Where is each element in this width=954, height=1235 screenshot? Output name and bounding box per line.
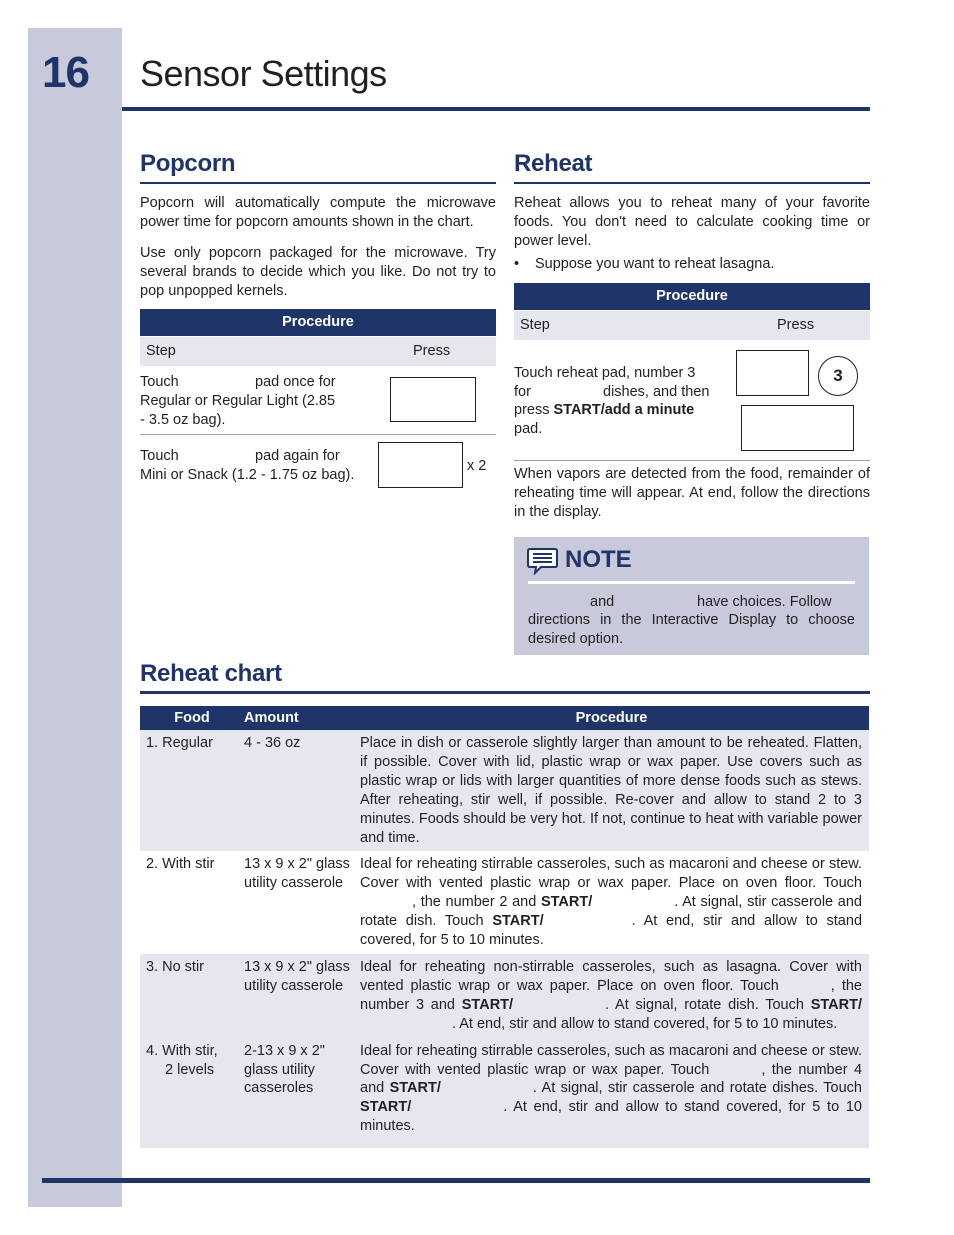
popcorn-instructions: Use only popcorn packaged for the microwave. Try several brands to decide which you like. Do not try to pop unpopped kernels.	[140, 245, 496, 299]
start-key-label: START/	[461, 996, 514, 1013]
chart-header-procedure: Procedure	[354, 706, 869, 730]
reheat-step-line1: Touch reheat pad, number 3	[514, 365, 696, 381]
table-row	[140, 954, 869, 1038]
reheat-heading-rule	[514, 182, 870, 184]
procedure-text: , the number 2 and	[412, 894, 537, 911]
reheat-step-line4: pad.	[514, 421, 543, 437]
popcorn-step2-line2: Mini or Snack (1.2 - 1.75 oz bag).	[140, 467, 355, 483]
food-cell: 1. Regular	[140, 730, 244, 851]
procedure-text: . At end, stir and allow to stand covered, for 5 to 10 minutes.	[452, 1015, 838, 1032]
popcorn-pad-key-2	[378, 442, 463, 488]
page-number: 16	[42, 48, 89, 97]
popcorn-press-label: Press	[413, 343, 451, 359]
reheat-start-add-minute: START/add a minute	[553, 402, 695, 418]
procedure-cell	[354, 954, 869, 1038]
food-name: 2 levels	[165, 1061, 215, 1078]
amount-cell: 4 - 36 oz	[244, 730, 354, 851]
procedure-text: , the number 4 and	[360, 1061, 863, 1097]
reheat-bullet-dot: •	[514, 256, 520, 272]
footer-divider	[42, 1178, 870, 1183]
reheat-step-line2a: for	[514, 384, 531, 400]
popcorn-heading-rule	[140, 182, 496, 184]
number-3-key: 3	[818, 356, 858, 396]
food-cell: 2. With stir	[146, 856, 215, 873]
procedure-cell	[354, 1038, 869, 1149]
start-key-label: START/	[492, 913, 544, 930]
popcorn-step1-line3: - 3.5 oz bag).	[140, 412, 226, 428]
procedure-text: . At signal, stir casserole and rotate dish. Touch	[360, 894, 862, 930]
note-title: NOTE	[565, 546, 632, 573]
page-sidebar	[28, 28, 122, 1207]
procedure-text: Ideal for reheating non-stirrable casseroles, such as lasagna. Cover with vented plastic wrap or wax paper. Place on oven floor. Touch	[360, 958, 862, 994]
popcorn-step2-tail: pad again for	[255, 448, 340, 464]
page-title: Sensor Settings	[140, 53, 387, 94]
procedure-text: . At signal, stir casserole and rotate dishes. Touch	[532, 1080, 862, 1097]
reheat-step-label: Step	[520, 317, 550, 333]
popcorn-times-two: x 2	[467, 458, 487, 474]
reheat-heading: Reheat	[514, 150, 593, 177]
popcorn-step1-word: Touch	[140, 374, 179, 390]
amount-cell: 13 x 9 x 2" glass utility casserole	[244, 954, 354, 1038]
reheat-bullet-text: Suppose you want to reheat lasagna.	[535, 256, 775, 272]
note-line2: directions in the Interactive Display to choose desired option.	[528, 612, 855, 647]
table-row	[140, 851, 869, 954]
popcorn-step-label: Step	[146, 343, 176, 359]
reheat-after-text: When vapors are detected from the food, remainder of reheating time will appear. At end, follow the directions in the display.	[514, 466, 870, 520]
procedure-text: . At signal, rotate dish. Touch	[605, 996, 804, 1013]
note-divider	[528, 581, 855, 584]
note-and: and	[590, 594, 615, 610]
procedure-text: , the number 3 and	[360, 977, 862, 1013]
start-key-label: START/	[810, 996, 862, 1013]
popcorn-pad-key	[390, 377, 476, 422]
amount-cell: 13 x 9 x 2" glass utility casserole	[244, 856, 350, 892]
reheat-procedure-header: Procedure	[514, 283, 870, 310]
table-row	[140, 1038, 869, 1149]
reheat-chart-heading-rule	[140, 691, 870, 694]
reheat-chart-table	[140, 706, 869, 1148]
popcorn-step1-tail: pad once for	[255, 374, 336, 390]
popcorn-procedure-header: Procedure	[140, 309, 496, 336]
start-add-minute-key	[741, 405, 854, 451]
table-row	[140, 730, 869, 851]
popcorn-heading: Popcorn	[140, 150, 236, 177]
food-cell: 3. No stir	[140, 954, 244, 1038]
start-key-label: START/	[540, 894, 593, 911]
reheat-step-press-word: press	[514, 402, 550, 418]
reheat-pad-key	[736, 350, 809, 396]
reheat-step-line2b: dishes, and then	[603, 384, 710, 400]
food-name: 4. With stir,	[146, 1042, 218, 1059]
reheat-step-line3	[514, 401, 694, 420]
reheat-intro: Reheat allows you to reheat many of your favorite foods. You don't need to calculate cooking time or power level.	[514, 195, 870, 249]
procedure-text: . At end, stir and allow to stand covered, for 5 to 10 minutes.	[360, 913, 863, 949]
popcorn-step2-word: Touch	[140, 448, 179, 464]
start-key-label: START/	[389, 1080, 441, 1097]
chart-header-amount: Amount	[244, 706, 354, 730]
reheat-step-header-row	[514, 311, 870, 340]
reheat-procedure-divider	[514, 460, 870, 461]
popcorn-step-header-row	[140, 337, 496, 366]
procedure-text: Ideal for reheating stirrable casseroles, such as macaroni and cheese or stew. Cover with vented plastic wrap or wax paper. Place on oven floor. Touch	[360, 856, 862, 892]
procedure-cell	[354, 851, 869, 954]
popcorn-row-divider	[140, 434, 496, 435]
food-cell	[140, 1038, 244, 1149]
chart-header-food: Food	[140, 706, 244, 730]
amount-cell: 2-13 x 9 x 2" glass utility casseroles	[244, 1038, 354, 1149]
popcorn-intro: Popcorn will automatically compute the microwave power time for popcorn amounts shown in the chart.	[140, 195, 496, 230]
procedure-cell: Place in dish or casserole slightly larger than amount to be reheated. Flatten, if possible. Cover with lid, plastic wrap or wax paper. Use covers such as plastic wrap or lids with larger quantities of more dense foods such as stews. After reheating, stir well, if possible. Re-cover and allow to stand 2 to 3 minutes. Foods should be very hot. If not, continue to heat with variable power and time.	[354, 730, 869, 851]
header-divider	[122, 107, 870, 111]
procedure-text: Ideal for reheating stirrable casseroles, such as macaroni and cheese or stew. Cover with vented plastic wrap or wax paper. Touch	[360, 1042, 862, 1078]
note-line1-rest: have choices. Follow	[697, 594, 832, 610]
chart-header-row	[140, 706, 869, 730]
popcorn-step1-line2: Regular or Regular Light (2.85	[140, 393, 336, 409]
reheat-chart-heading: Reheat chart	[140, 660, 282, 687]
note-speech-bubble-icon	[527, 547, 558, 575]
start-key-label: START/	[360, 1099, 412, 1116]
procedure-text: . At end, stir and allow to stand covered, for 5 to 10 minutes.	[360, 1099, 862, 1135]
reheat-press-label: Press	[777, 317, 815, 333]
